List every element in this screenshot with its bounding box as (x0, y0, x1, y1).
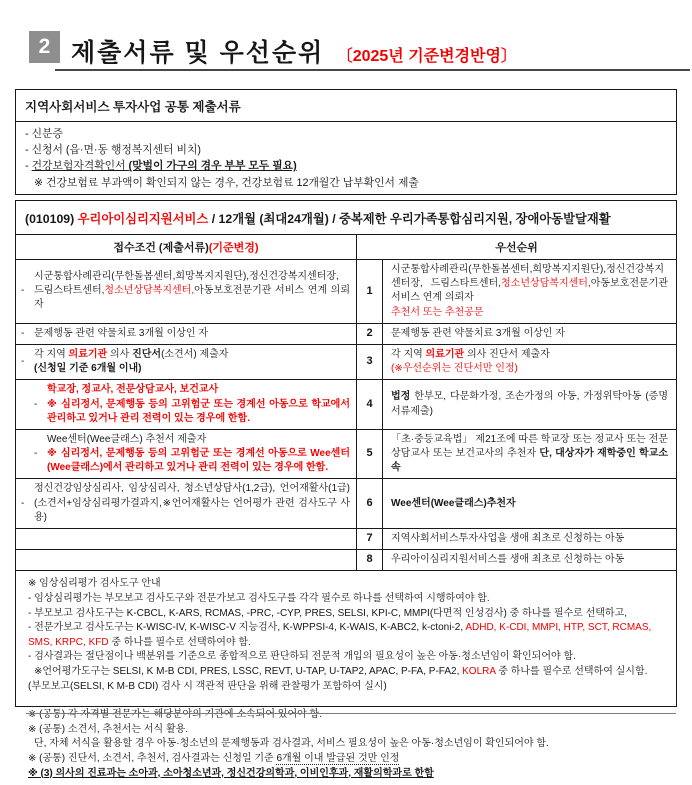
text-segment: - 부모보고 검사도구는 K-CBCL, K-ARS, RCMAS, -PRC, -CYP, PRES, SELSI, KPI-C, MMPI(다면적 인성검사) 중 하나를 필수로 선택하고, (28, 607, 628, 619)
notes-section (16, 571, 676, 785)
list-item (25, 142, 667, 158)
page-title: 제출서류 및 우선순위 (71, 39, 325, 67)
receipt-condition-cell (16, 380, 356, 429)
priority-number: 3 (356, 345, 383, 379)
receipt-condition-cell (16, 260, 356, 323)
text-segment: 건강보험자격확인서 (31, 160, 129, 173)
note-line (28, 680, 666, 695)
list-item (25, 158, 667, 174)
priority-line (391, 390, 668, 418)
text-segment: Wee센터(Wee클래스)추천자 (391, 497, 516, 509)
text-segment: 아동보호전문기관 서비스 연계 의뢰자 (34, 285, 350, 311)
priority-line (391, 433, 668, 476)
condition-text (34, 348, 350, 376)
note-line (28, 708, 666, 723)
text-segment: 의료기관 (425, 348, 465, 360)
next-section-edge (26, 713, 676, 714)
text-segment: - 신분증 (25, 128, 63, 140)
condition-line (34, 362, 350, 376)
text-segment: 진단서 (132, 348, 162, 360)
text-segment: 우리아이심리지원서비스를 생애 최초로 신청하는 아동 (391, 554, 625, 566)
list-item (25, 126, 667, 142)
text-segment: 시군통합사례관리(무한돌봄센터,희망복지지원단),정신건강복지센터장, 드림스타트센터, (34, 271, 339, 297)
condition-line (34, 398, 350, 426)
condition-text (34, 383, 350, 426)
text-segment: 정신건강임상심리사, 임상심리사, 청소년상담사(1,2급), 언어재활사(1급)(소견서+임상심리평가결과지,※언어재활사는 언어평가 관련 검사도구 사용) (34, 483, 350, 523)
priority-cell (383, 345, 676, 379)
condition-text (34, 270, 350, 313)
condition-line (34, 447, 350, 475)
table-body (16, 260, 676, 571)
note-line (28, 694, 666, 708)
text-segment: ※ (공통) 소견서, 추천서는 서식 활용. (28, 723, 189, 735)
note-line (28, 767, 666, 782)
title-underline (55, 69, 690, 71)
table-row (16, 324, 676, 345)
text-segment: - 검사결과는 절단점이나 백분위를 기준으로 종합적으로 판단하되 전문적 개입의 필요성이 높은 아동·청소년임이 확인되어야 함. (28, 651, 576, 663)
dash-marker: - (21, 327, 25, 339)
text-segment: ※ (3) 의사의 진료과는 소아과, 소아청소년과, 정신건강의학과, 이비인후과, 재활의학과로 한함 (28, 767, 434, 779)
note-line (28, 607, 666, 622)
table-row (16, 479, 676, 529)
text-segment: 청소년상담복지센터, (104, 285, 195, 297)
priority-number: 6 (356, 479, 383, 528)
priority-number: 8 (356, 550, 383, 570)
page-subtitle: 〔2025년 기준변경반영〕 (336, 48, 517, 65)
text-segment: (010109) (25, 212, 78, 226)
priority-cell (383, 430, 676, 479)
condition-line (34, 348, 350, 362)
condition-line (34, 327, 350, 341)
text-segment: 법정 (391, 391, 411, 403)
dash-marker (34, 433, 47, 447)
text-segment: ※언어평가도구는 SELSI, K M-B CDI, PRES, LSSC, REVT, U-TAP, U-TAP2, APAC, P-FA, P-FA2, (34, 665, 463, 677)
priority-line (391, 306, 668, 320)
condition-text (34, 433, 350, 476)
priority-number: 1 (356, 260, 383, 323)
text-segment: 한부모, 다문화가정, 조손가정의 아동, 가정위탁아동 (증명서류제출) (391, 391, 668, 417)
text-segment: (부모보고(SELSI, K M-B CDI) 검사 시 객관적 판단을 위해 관찰평가 포함하여 실시) (28, 680, 387, 692)
table-header-row (16, 235, 676, 260)
note-line (28, 723, 666, 738)
text-segment: (※우선순위는 진단서만 인정) (391, 363, 518, 375)
text-segment: 우선순위 (495, 242, 538, 254)
receipt-condition-cell (16, 479, 356, 528)
condition-line (34, 482, 350, 525)
text-segment: 아동보호전문기관 서비스 연계 의뢰자 (391, 278, 668, 304)
table-row (16, 260, 676, 324)
list-item (25, 175, 667, 191)
note-line (28, 577, 666, 592)
page-header (71, 33, 517, 69)
table-row (16, 529, 676, 550)
text-segment: 접수조건 (제출서류) (113, 242, 209, 254)
dash-marker: - (34, 448, 38, 460)
text-segment: ※ 심리정서, 문제행동 등의 고위험군 또는 경계선 아동으로 Wee센터(Wee클래스)에서 관리하고 있거나 관리 전력이 있는 경우에 한함. (47, 448, 350, 474)
condition-line (34, 433, 350, 447)
priority-cell (383, 479, 676, 528)
priority-line (391, 553, 668, 567)
common-documents-box (15, 89, 677, 195)
text-segment: KOLRA (462, 665, 496, 677)
text-segment: - (25, 160, 32, 173)
priority-line (391, 348, 668, 362)
text-segment: 「초·중등교육법」 제21조에 따른 학교장 또는 정교사 또는 전문상담교사 또는 보건교사의 추천자 (391, 433, 668, 460)
text-segment: (신청일 기준 6개월 이내) (34, 363, 142, 375)
text-segment: / 12개월 (최대24개월) / 중복제한 우리가족통합심리지원, 장애아동발달재활 (208, 212, 611, 226)
text-segment: 청소년상담복지센터, (501, 278, 591, 290)
text-segment: 의료기관 (68, 348, 108, 360)
note-line (28, 621, 666, 650)
text-segment: 의사 진단서 제출자 (464, 348, 550, 360)
text-segment: (소견서) 제출자 (161, 348, 229, 360)
common-box-title: 지역사회서비스 투자사업 공통 제출서류 (16, 90, 676, 122)
priority-cell (383, 380, 676, 429)
text-segment: ※ (공통) 각 자격별 전문가는 해당분야의 기관에 소속되어 있어야 함. (28, 709, 322, 721)
priority-number: 7 (356, 529, 383, 549)
priority-line (391, 532, 668, 546)
text-segment: (기준변경) (208, 242, 259, 254)
text-segment: - 전문가보고 검사도구는 K-WISC-IV, K-WISC-V 지능검사, K-WPPSI-4, K-WAIS, K-ABC2, k-ctoni-2, (28, 622, 466, 634)
text-segment: 각 지역 (34, 348, 69, 360)
condition-text (34, 327, 350, 341)
dash-marker: - (21, 356, 25, 368)
text-segment: 시군통합사례관리(무한돌봄센터,희망복지지원단),정신건강복지센터장, 드림스타트센터, (391, 264, 665, 290)
text-segment: 6개월 이내 발급된 것만 인정 (276, 752, 400, 764)
note-line (28, 650, 666, 665)
condition-text (47, 383, 350, 397)
service-title (16, 201, 676, 235)
table-row (16, 430, 676, 480)
note-line (28, 752, 666, 767)
note-line (28, 665, 666, 680)
note-line (28, 592, 666, 607)
condition-text (34, 482, 350, 525)
column-header-priority (356, 235, 676, 259)
receipt-condition-cell (16, 430, 356, 479)
receipt-condition-cell (16, 345, 356, 379)
text-segment: Wee센터(Wee클래스) 추천서 제출자 (47, 433, 207, 445)
priority-number: 5 (356, 430, 383, 479)
text-segment: - 신청서 (읍·면·동 행정복지센터 비치) (25, 144, 201, 157)
condition-line (34, 270, 350, 313)
text-segment: ADHD, K-CDI, MMPI, HTP, SCT, RCMAS, SMS, KRPC, KFD (28, 622, 652, 648)
text-segment: 단, 자체 서식을 활용할 경우 아동·청소년의 문제행동과 검사결과, 서비스 필요성이 높은 아동·청소년임이 확인되어야 함. (34, 738, 549, 750)
text-segment: 우리아이심리지원서비스 (77, 212, 209, 226)
priority-line (391, 362, 668, 376)
table-row (16, 550, 676, 571)
priority-line (391, 327, 668, 341)
priority-cell (383, 550, 676, 570)
text-segment: (맞벌이 가구의 경우 부부 모두 필요) (128, 160, 297, 173)
priority-line (391, 263, 668, 306)
priority-cell (383, 324, 676, 344)
condition-text (47, 447, 350, 475)
text-segment: ※ 심리정서, 문제행동 등의 고위험군 또는 경계선 아동으로 학교에서 관리하고 있거나 관리 전력이 있는 경우에 한함. (47, 398, 350, 424)
text-segment: 문제행동 관련 약물치료 3개월 이상인 자 (391, 327, 566, 339)
text-segment: 추천서 또는 추천공문 (391, 306, 484, 318)
receipt-condition-cell (16, 550, 356, 570)
text-segment: 중 하나를 필수로 선택하여 실시함. (495, 665, 648, 677)
text-segment: 중 하나를 필수로 선택하여야 함. (108, 636, 251, 648)
common-documents-list (16, 122, 676, 197)
text-segment: 단, 대상자가 재학중인 학교소속 (391, 448, 668, 474)
dash-marker: - (21, 285, 25, 297)
text-segment: 각 지역 (391, 348, 426, 360)
text-segment: ※ 건강보험료 부과액이 확인되지 않는 경우, 건강보험료 12개월간 납부확인서 제출 (34, 176, 419, 189)
dash-marker: - (21, 497, 25, 509)
priority-number: 2 (356, 324, 383, 344)
column-header-conditions (16, 235, 356, 259)
text-segment: 학교장, 정교사, 전문상담교사, 보건교사 (47, 384, 219, 396)
condition-text (47, 398, 350, 426)
section-number-badge: 2 (29, 31, 60, 63)
service-table (15, 200, 677, 779)
text-segment: 지역사회서비스투자사업을 생애 최초로 신청하는 아동 (391, 533, 625, 544)
text-segment: ※ (공통) 진단서, 소견서, 추천서, 검사결과는 신청일 기준 (28, 752, 277, 764)
dash-marker (34, 383, 47, 397)
text-segment: 문제행동 관련 약물치료 3개월 이상인 자 (34, 327, 209, 339)
condition-text (47, 433, 350, 447)
table-row (16, 380, 676, 430)
note-line (28, 737, 666, 752)
priority-number: 4 (356, 380, 383, 429)
text-segment: ※ 임상심리평가 검사도구 안내 (28, 578, 161, 590)
receipt-condition-cell (16, 324, 356, 344)
text-segment: 의사 (107, 348, 133, 360)
priority-cell (383, 260, 676, 323)
table-row (16, 345, 676, 380)
priority-line (391, 497, 668, 511)
dash-marker: - (34, 398, 38, 410)
receipt-condition-cell (16, 529, 356, 549)
condition-line (34, 383, 350, 397)
text-segment: - 임상심리평가는 부모보고 검사도구와 전문가보고 검사도구를 각각 필수로 하나를 선택하여 시행하여야 함. (28, 592, 490, 604)
priority-cell (383, 529, 676, 549)
